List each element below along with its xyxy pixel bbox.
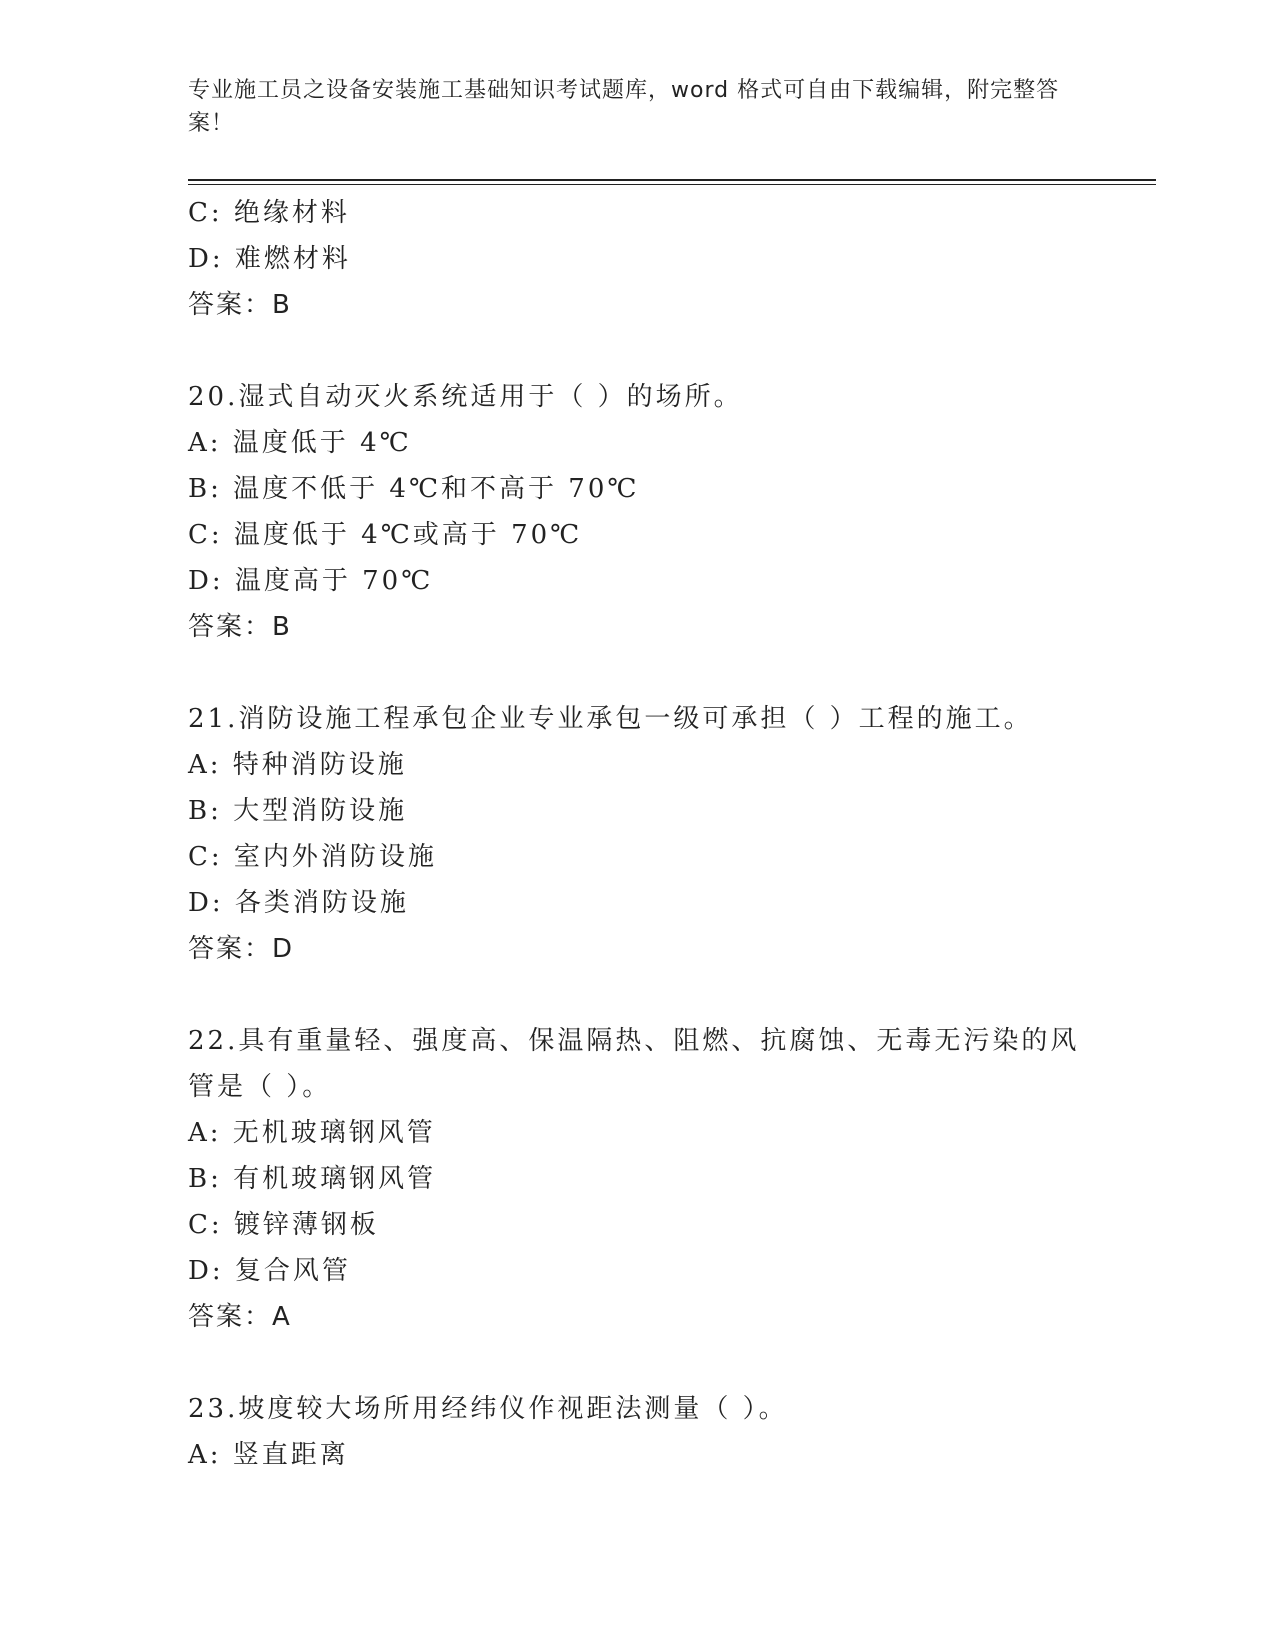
question-19-continuation [188, 190, 1088, 328]
spacer [188, 328, 1088, 374]
option-b: B: 有机玻璃钢风管 [188, 1164, 437, 1194]
option-a: A: 无机玻璃钢风管 [188, 1118, 436, 1148]
option-c: C: 温度低于 4℃或高于 70℃ [188, 520, 583, 550]
option-c: C: 室内外消防设施 [188, 842, 437, 872]
answer: 答案：B [188, 612, 292, 642]
question-21 [188, 696, 1088, 972]
option-d: D: 难燃材料 [188, 244, 351, 274]
answer: 答案：D [188, 934, 295, 964]
question-list [188, 190, 1088, 1478]
question-text: 21.消防设施工程承包企业专业承包一级可承担（ ）工程的施工。 [188, 704, 1033, 734]
answer: 答案：B [188, 290, 292, 320]
option-a: A: 温度低于 4℃ [188, 428, 412, 458]
question-22 [188, 1018, 1088, 1340]
spacer [188, 1340, 1088, 1386]
option-b: B: 大型消防设施 [188, 796, 408, 826]
spacer [188, 650, 1088, 696]
option-a: A: 特种消防设施 [188, 750, 407, 780]
option-b: B: 温度不低于 4℃和不高于 70℃ [188, 474, 640, 504]
question-text-line-1: 22.具有重量轻、强度高、保温隔热、阻燃、抗腐蚀、无毒无污染的风 [188, 1026, 1080, 1056]
header-divider-thin [188, 184, 1156, 185]
option-d: D: 复合风管 [188, 1256, 351, 1286]
question-text: 23.坡度较大场所用经纬仪作视距法测量（ ）。 [188, 1394, 788, 1424]
header-text: 专业施工员之设备安装施工基础知识考试题库，word 格式可自由下载编辑，附完整答案！ [188, 78, 1060, 136]
option-a: A: 竖直距离 [188, 1440, 349, 1470]
option-c: C: 绝缘材料 [188, 198, 350, 228]
question-23 [188, 1386, 1088, 1478]
question-text-line-2: 管是（ ）。 [188, 1072, 332, 1102]
spacer [188, 972, 1088, 1018]
option-d: D: 温度高于 70℃ [188, 566, 434, 596]
answer: 答案：A [188, 1302, 292, 1332]
header-divider-thick [188, 179, 1156, 181]
option-c: C: 镀锌薄钢板 [188, 1210, 379, 1240]
question-20 [188, 374, 1088, 650]
question-text: 20.湿式自动灭火系统适用于（ ）的场所。 [188, 382, 743, 412]
option-d: D: 各类消防设施 [188, 888, 409, 918]
document-header [188, 74, 1088, 140]
